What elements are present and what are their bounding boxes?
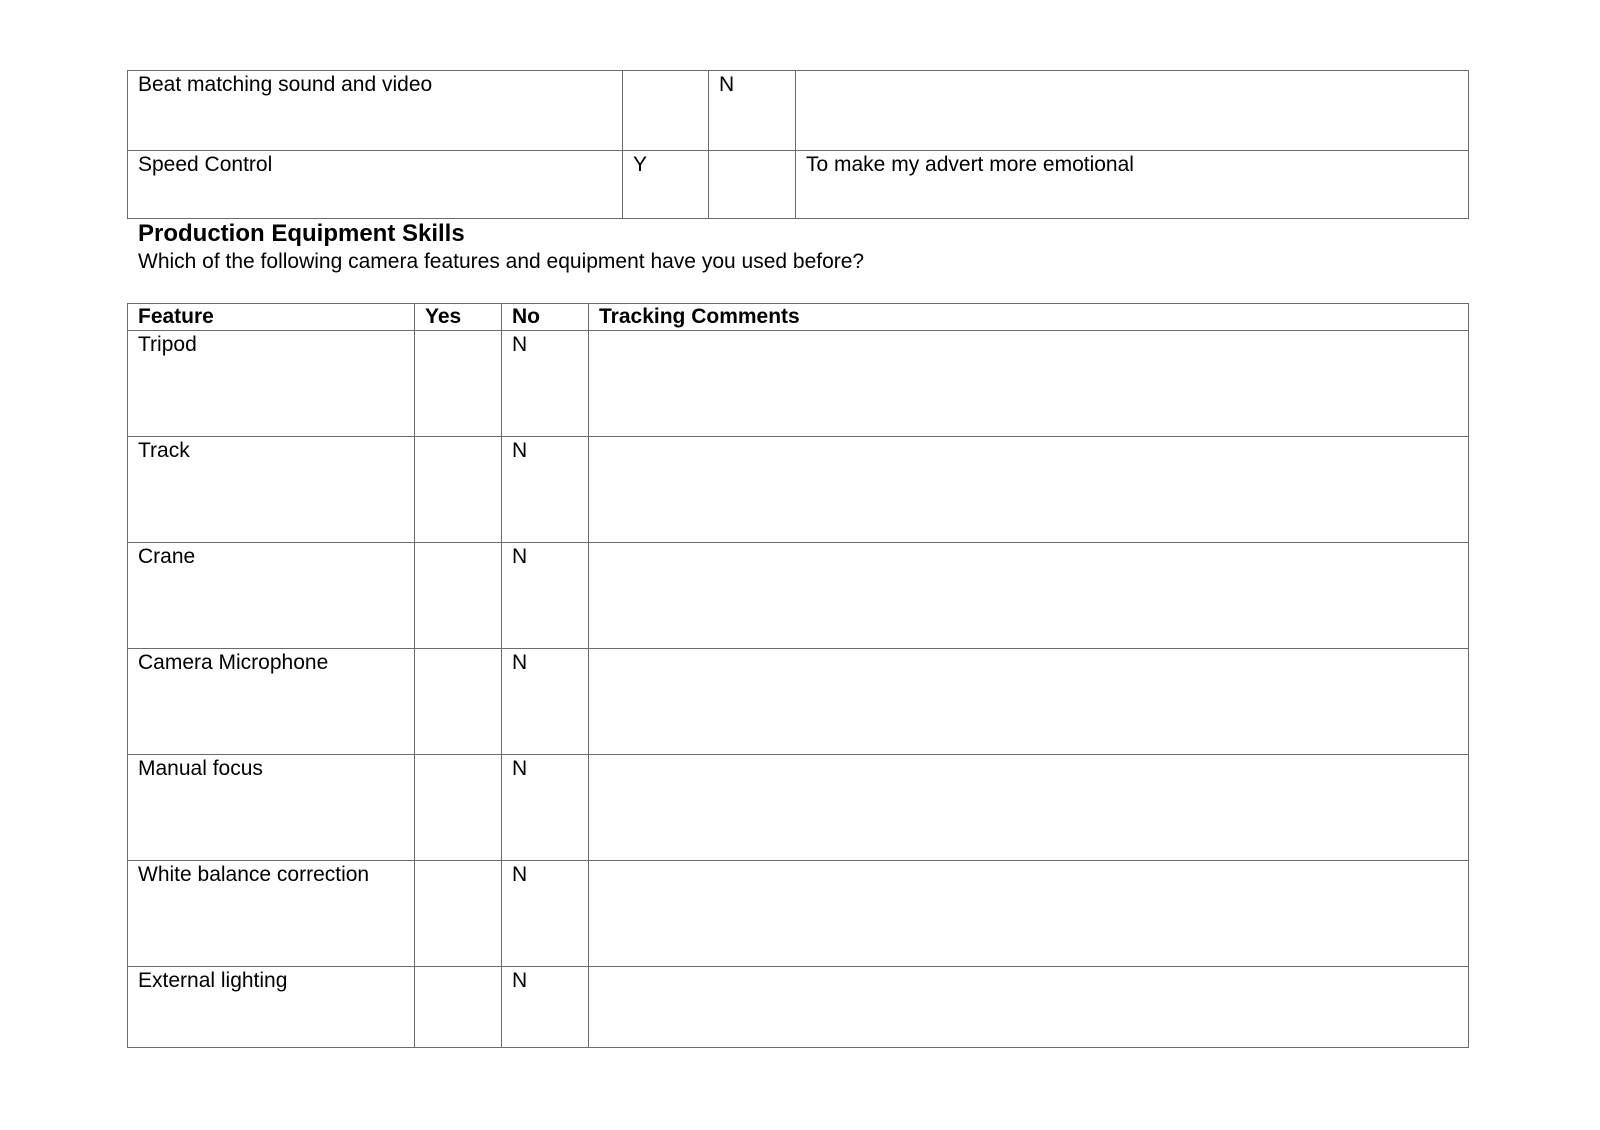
yes-cell [623, 71, 709, 151]
comment-cell [796, 71, 1469, 151]
feature-cell: Manual focus [128, 755, 415, 861]
section-title: Production Equipment Skills [138, 220, 465, 247]
yes-cell [415, 861, 502, 967]
feature-cell: Beat matching sound and video [128, 71, 623, 151]
header-feature: Feature [128, 304, 415, 331]
section-subtitle: Which of the following camera features and equipment have you used before? [138, 250, 865, 273]
yes-cell [415, 543, 502, 649]
feature-cell: Speed Control [128, 151, 623, 219]
header-no: No [502, 304, 589, 331]
yes-cell [415, 437, 502, 543]
yes-cell [415, 649, 502, 755]
header-comments: Tracking Comments [589, 304, 1469, 331]
comment-cell [589, 861, 1469, 967]
table-row [128, 151, 1469, 219]
table-row [128, 543, 1469, 649]
table-row [128, 649, 1469, 755]
no-cell: N [709, 71, 796, 151]
no-cell: N [502, 331, 589, 437]
no-cell [709, 151, 796, 219]
feature-cell: Camera Microphone [128, 649, 415, 755]
yes-cell: Y [623, 151, 709, 219]
table-row [128, 331, 1469, 437]
feature-cell: Track [128, 437, 415, 543]
table-row [128, 967, 1469, 1048]
header-yes: Yes [415, 304, 502, 331]
comment-cell [589, 755, 1469, 861]
comment-cell [589, 437, 1469, 543]
comment-cell [589, 967, 1469, 1048]
table-row [128, 755, 1469, 861]
no-cell: N [502, 649, 589, 755]
table-row [128, 71, 1469, 151]
comment-cell [589, 331, 1469, 437]
feature-cell: White balance correction [128, 861, 415, 967]
no-cell: N [502, 543, 589, 649]
yes-cell [415, 755, 502, 861]
yes-cell [415, 331, 502, 437]
feature-cell: Crane [128, 543, 415, 649]
no-cell: N [502, 861, 589, 967]
comment-cell [589, 649, 1469, 755]
equipment-skills-table [127, 303, 1469, 1048]
comment-cell [589, 543, 1469, 649]
yes-cell [415, 967, 502, 1048]
editing-skills-table [127, 70, 1469, 219]
table-row [128, 437, 1469, 543]
table-row [128, 861, 1469, 967]
feature-cell: Tripod [128, 331, 415, 437]
header-row [128, 304, 1469, 331]
feature-cell: External lighting [128, 967, 415, 1048]
no-cell: N [502, 967, 589, 1048]
no-cell: N [502, 755, 589, 861]
comment-cell: To make my advert more emotional [796, 151, 1469, 219]
no-cell: N [502, 437, 589, 543]
